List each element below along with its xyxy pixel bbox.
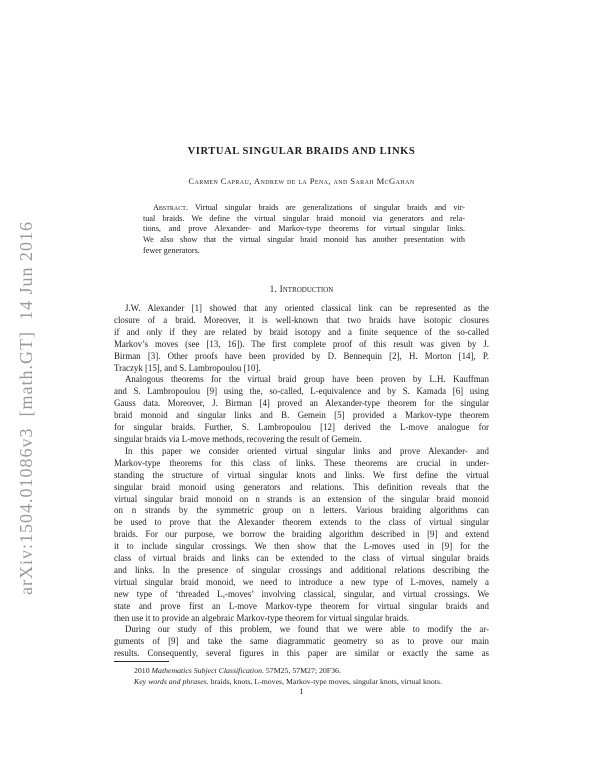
body-line: and S. Lambropoulou [9] using the, so-called, L-equivalence and by S. Kamada [6] using [114,386,489,397]
abstract-line: fewer generators. [143,245,200,255]
footnote-msc-year: 2010 [134,666,152,675]
footnote-msc-line [114,665,489,676]
body-line: state and prove first an L-move Markov-type theorem for virtual singular braids and [114,600,489,611]
authors-line: Carmen Caprau, Andrew de la Pena, and Sarah McGahan [188,176,415,186]
body-line: results. Consequently, several figures in this paper are similar or exactly the same as [114,648,489,659]
body-line: singular braids via L-move methods, recovering the result of Gemein. [114,433,362,444]
abstract-line: We also show that the virtual singular braid monoid has another presentation with [143,234,465,244]
body-line: J.W. Alexander [1] showed that any oriented classical link can be represented as the [125,303,489,313]
body-line: During our study of this problem, we found that we were able to modify the ar- [125,624,489,635]
body-line: virtual singular braid monoid, we need to introduce a new type of L-moves, namely a [114,576,489,587]
body-line: Traczyk [15], and S. Lambropoulou [10]. [114,362,261,373]
body-line: In this paper we consider oriented virtual singular links and prove Alexander- and [125,445,489,456]
body-line: it to include singular crossings. We then show that the L-moves used in [9] for the [114,541,489,552]
abstract-section [114,203,489,256]
body-line: on n strands by the symmetric group on n letters. Various braiding algorithms can [114,505,489,516]
introduction-body [114,303,489,660]
abstract-line: tions, and prove Alexander- and Markov-type theorems for virtual singular links. [143,224,465,234]
body-line: virtual singular braid monoid on n strands is an extension of the singular braid monoid [114,493,489,504]
body-line: Markov’s moves (see [13, 16]). The first complete proof of this result was given by J. [114,338,489,349]
abstract-text: Virtual singular braids are generalizations of singular braids and vir- [187,203,465,212]
body-paragraph [114,446,489,625]
body-line: class of virtual braids and links can be extended to the class of virtual singular braids [114,553,489,564]
body-line: and links. In the presence of singular crossings and additional relations describing the [114,564,489,575]
body-line: standing the structure of virtual singular knots and links. We first define the virtual [114,469,489,480]
body-line: then use it to provide an algebraic Markov-type theorem for virtual singular braids. [114,612,410,623]
footnote-msc-codes: 57M25, 57M27; 20F36. [265,666,341,675]
body-line: braids. For our purpose, we borrow the braiding algorithm described in [9] and extend [114,529,489,540]
body-line: braid monoid and singular links and B. Gemein [5] provided a Markov-type theorem [114,410,489,421]
body-paragraph [114,374,489,445]
body-line: singular braid monoid using generators and relations. This definition reveals that the [114,481,489,492]
footnote-msc-label: Mathematics Subject Classification. [151,666,266,675]
body-line: be used to prove that the Alexander theorem extends to the class of virtual singular [114,517,489,528]
body-paragraph [114,624,489,660]
paper-title: VIRTUAL SINGULAR BRAIDS AND LINKS [187,146,416,157]
footnote-rule [114,661,169,662]
body-line: guments of [9] and take the same diagrammatic geometry so as to prove our main [114,636,489,647]
section-heading [114,285,489,295]
body-line: Markov-type theorems for this class of links. These theorems are crucial in under- [114,457,489,468]
abstract-label: Abstract. [153,203,188,212]
abstract-line: tual braids. We define the virtual singular braid monoid via generators and rela- [143,213,465,223]
section-title: Introduction [279,285,334,295]
footnote-keywords-label: Key words and phrases. [134,677,211,687]
body-line: Gauss data. Moreover, J. Birman [4] proved an Alexander-type theorem for the singular [114,398,489,409]
arxiv-watermark: arXiv:1504.01086v3 [math.GT] 14 Jun 2016 [16,221,36,595]
body-line: if and only if they are related by braid isotopy and a finite sequence of the so-called [114,326,489,337]
footnote-keywords-list: braids, knots, L-moves, Markov-type moves, singular knots, virtual knots. [210,677,442,687]
footnotes [114,665,489,688]
body-line: Birman [3]. Other proofs have been provided by D. Bennequin [2], H. Morton [14], P. [114,350,489,361]
page-number: 1 [299,687,304,696]
section-number: 1. [269,285,277,295]
body-line: for singular braids. Further, S. Lambropoulou [12] derived the L-move analogue for [114,422,489,433]
body-line: closure of a braid. Moreover, it is well-known that two braids have isotopic closures [114,314,489,325]
body-paragraph [114,303,489,374]
body-line: Analogous theorems for the virtual braid group have been proven by L.H. Kauffman [125,374,489,385]
body-line: new type of ‘threaded Lᵥ-moves’ involving classical, singular, and virtual crossings. We [114,588,489,599]
abstract-line [143,203,465,214]
